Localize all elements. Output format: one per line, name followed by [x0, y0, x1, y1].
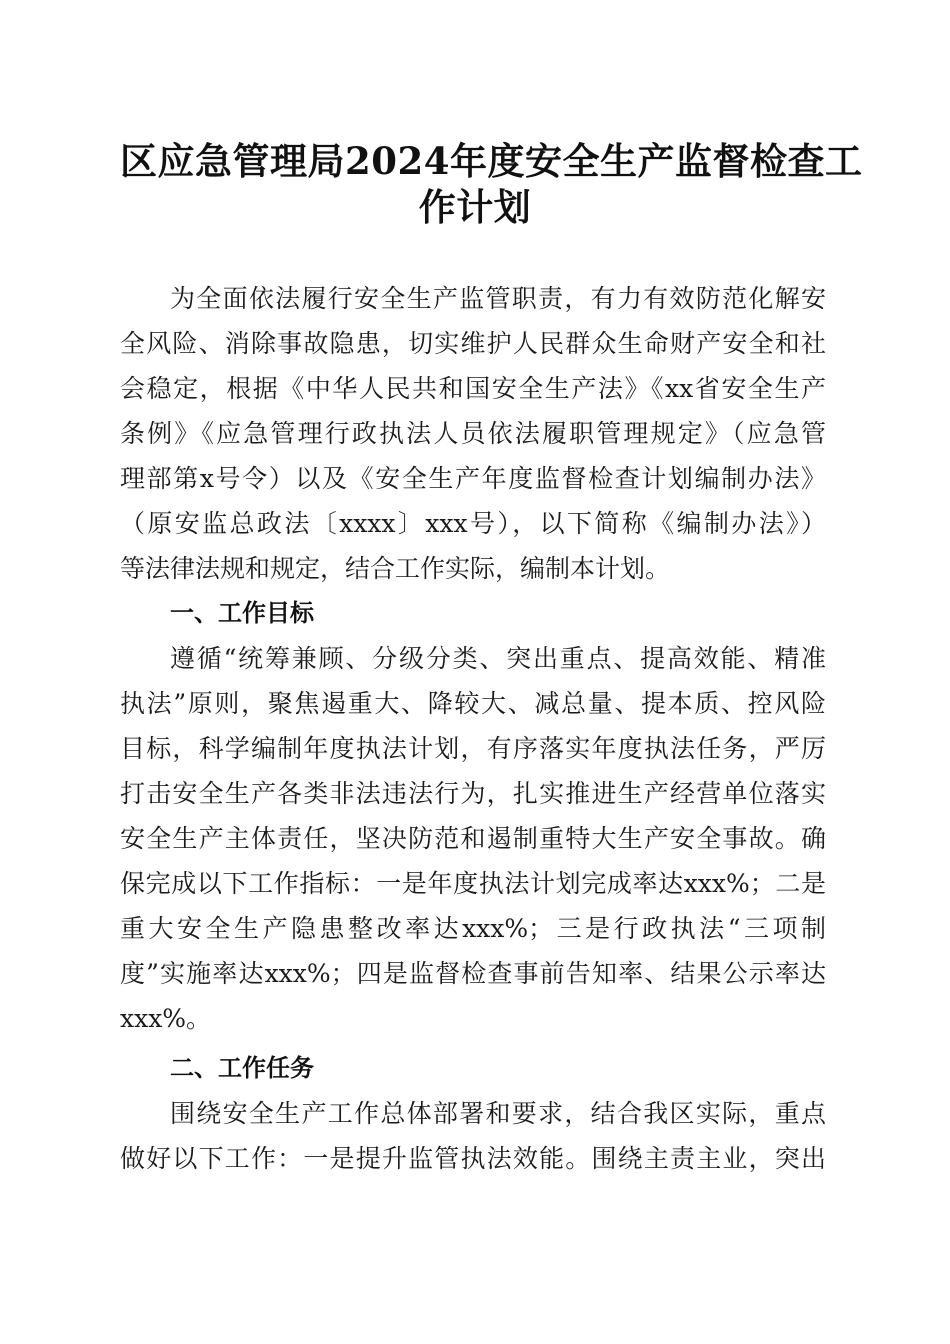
- section-heading-tasks: 二、工作任务: [170, 1054, 314, 1082]
- paragraph-line: （原安监总政法〔xxxx〕xxx号），以下简称《编制办法》）: [120, 509, 826, 538]
- paragraph-line: 理部第x号令）以及《安全生产年度监督检查计划编制办法》: [120, 464, 826, 493]
- paragraph-line: 遵循“统筹兼顾、分级分类、突出重点、提高效能、精准: [170, 644, 826, 673]
- title-line-1: 区应急管理局2024年度安全生产监督检查工: [120, 139, 863, 183]
- paragraph-line: 为全面依法履行安全生产监管职责，有力有效防范化解安: [170, 284, 826, 313]
- paragraph-line: 围绕安全生产工作总体部署和要求，结合我区实际，重点: [170, 1099, 826, 1128]
- title-line-2: 作计划: [418, 185, 532, 229]
- paragraph-line: 度”实施率达xxx%；四是监督检查事前告知率、结果公示率达: [120, 959, 826, 988]
- paragraph-line: 等法律法规和规定，结合工作实际，编制本计划。: [120, 554, 671, 583]
- tasks-paragraph: [120, 1091, 826, 1181]
- document-title: [120, 138, 863, 230]
- paragraph-line: 做好以下工作：一是提升监管执法效能。围绕主责主业，突出: [120, 1144, 826, 1173]
- paragraph-line: 保完成以下工作指标：一是年度执法计划完成率达xxx%；二是: [120, 869, 826, 898]
- paragraph-line: 条例》《应急管理行政执法人员依法履职管理规定》（应急管: [120, 419, 826, 448]
- section-heading-goals: 一、工作目标: [170, 599, 314, 627]
- intro-paragraph: [120, 276, 826, 591]
- paragraph-line: 目标，科学编制年度执法计划，有序落实年度执法任务，严厉: [120, 734, 826, 763]
- paragraph-line: 会稳定，根据《中华人民共和国安全生产法》《xx省安全生产: [120, 374, 826, 403]
- goals-paragraph: [120, 636, 826, 1041]
- paragraph-line: 打击安全生产各类非法违法行为，扎实推进生产经营单位落实: [120, 779, 826, 808]
- paragraph-line: 执法”原则，聚焦遏重大、降较大、减总量、提本质、控风险: [120, 689, 826, 718]
- paragraph-line: 全风险、消除事故隐患，切实维护人民群众生命财产安全和社: [120, 329, 826, 358]
- paragraph-line: 重大安全生产隐患整改率达xxx%；三是行政执法“三项制: [120, 914, 826, 943]
- paragraph-line: 安全生产主体责任，坚决防范和遏制重特大生产安全事故。确: [120, 824, 826, 853]
- document-body: [120, 276, 826, 1181]
- paragraph-line: xxx%。: [120, 1004, 212, 1033]
